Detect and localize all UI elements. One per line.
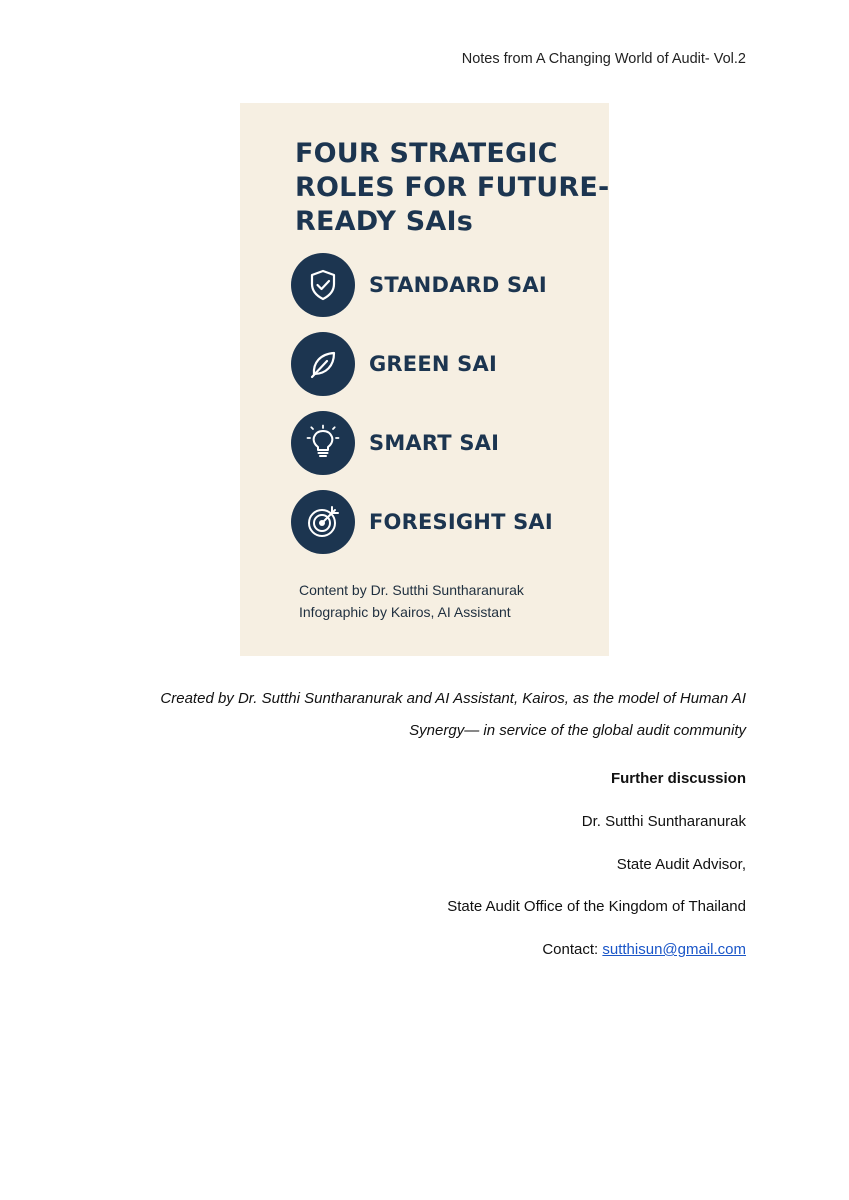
title-line-3: READY SAIs bbox=[295, 206, 473, 237]
infographic-credits bbox=[299, 579, 524, 623]
running-header: Notes from A Changing World of Audit- Vol.2 bbox=[461, 51, 746, 67]
role-label: GREEN SAI bbox=[369, 352, 497, 376]
email-link[interactable]: sutthisun@gmail.com bbox=[602, 941, 746, 958]
figure-caption bbox=[106, 683, 746, 747]
shield-check-icon bbox=[291, 253, 355, 317]
infographic bbox=[240, 103, 609, 656]
role-smart-sai bbox=[291, 411, 499, 475]
caption-line-1: Created by Dr. Sutthi Suntharanurak and AI Assistant, Kairos, as the model of Human AI bbox=[160, 690, 746, 707]
lightbulb-icon bbox=[291, 411, 355, 475]
author-name: Dr. Sutthi Suntharanurak bbox=[581, 813, 746, 830]
contact-label: Contact: bbox=[542, 941, 599, 958]
contact-line bbox=[542, 941, 746, 958]
author-organization: State Audit Office of the Kingdom of Thailand bbox=[447, 898, 746, 915]
role-foresight-sai bbox=[291, 490, 553, 554]
infographic-credit: Infographic by Kairos, AI Assistant bbox=[299, 604, 511, 620]
title-line-1: FOUR STRATEGIC bbox=[295, 138, 558, 169]
caption-line-2: Synergy— in service of the global audit community bbox=[409, 722, 746, 739]
role-label: STANDARD SAI bbox=[369, 273, 547, 297]
title-line-2: ROLES FOR FUTURE- bbox=[295, 172, 610, 203]
role-standard-sai bbox=[291, 253, 547, 317]
further-discussion-heading: Further discussion bbox=[610, 770, 746, 787]
role-green-sai bbox=[291, 332, 497, 396]
leaf-icon bbox=[291, 332, 355, 396]
role-label: SMART SAI bbox=[369, 431, 500, 455]
infographic-title bbox=[295, 137, 609, 239]
target-arrow-icon bbox=[291, 490, 355, 554]
author-position: State Audit Advisor, bbox=[616, 856, 746, 873]
role-label: FORESIGHT SAI bbox=[369, 510, 553, 534]
content-credit: Content by Dr. Sutthi Suntharanurak bbox=[299, 582, 524, 598]
